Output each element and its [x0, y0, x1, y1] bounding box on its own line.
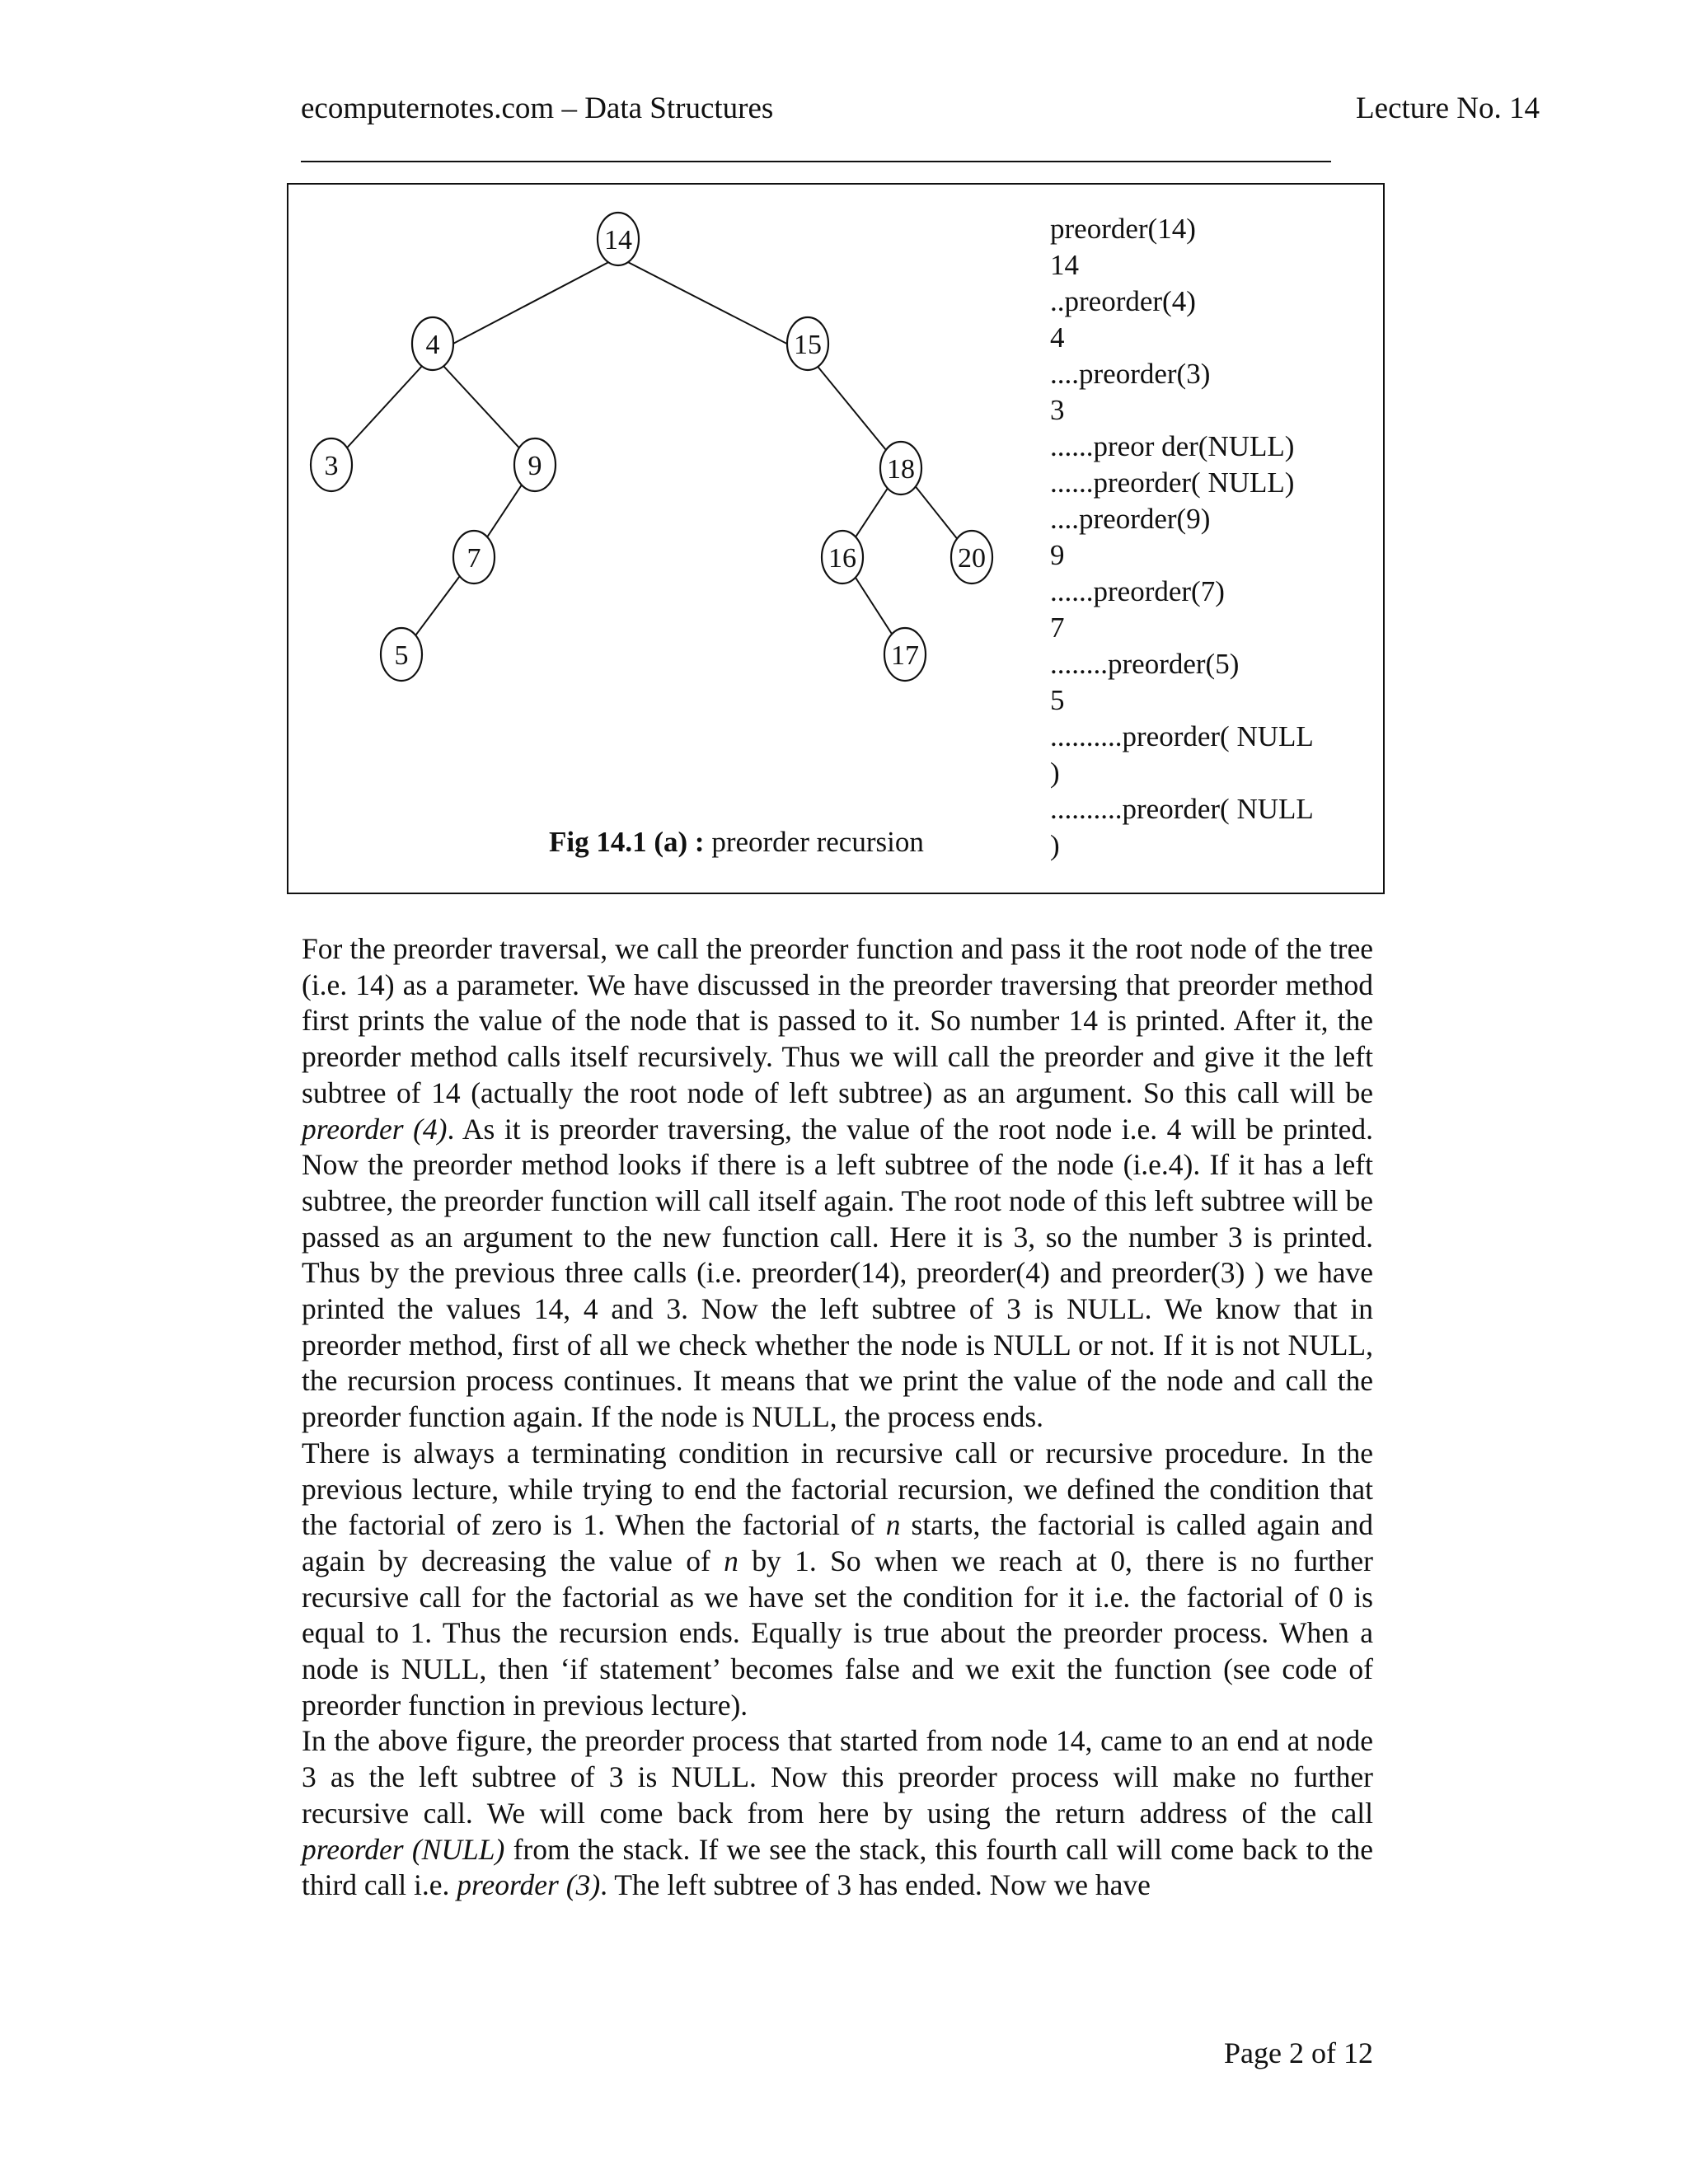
- node-label: 9: [528, 451, 542, 481]
- trace-line: preorder(14): [1050, 213, 1196, 245]
- text-run: starts, the factorial is called again and again by decreasing the value of: [302, 1508, 1373, 1577]
- text-run: There is always a terminating condition in recursive call or recursive procedure. In the previous lecture, while trying to end the factorial recursion, we defined the condition that the factorial of zero is 1. When the factorial of: [302, 1436, 1373, 1542]
- tree-node: [951, 531, 992, 583]
- italic-run: n: [724, 1544, 738, 1577]
- node-label: 14: [604, 225, 632, 255]
- tree-node: [412, 317, 453, 370]
- node-label: 18: [887, 454, 915, 485]
- node-label: 17: [891, 640, 919, 671]
- preorder-call-trace: [1050, 211, 1314, 864]
- node-label: 20: [958, 543, 986, 574]
- node-label: 5: [394, 640, 409, 671]
- trace-line: 3: [1050, 394, 1065, 426]
- text-run: In the above figure, the preorder process that started from node 14, came to an end at node 3 as the left subtree of 3 is NULL. Now this preorder process will make no further recursive call. We will come back from here by using the return address of the call: [302, 1724, 1373, 1830]
- trace-line: ......preor der(NULL): [1050, 430, 1295, 462]
- trace-line: 9: [1050, 539, 1065, 571]
- trace-line: ......preorder( NULL): [1050, 466, 1295, 499]
- tree-node: [822, 531, 863, 583]
- tree-node: [787, 317, 828, 370]
- figure-caption-label: Fig 14.1 (a) :: [549, 826, 705, 858]
- trace-line: ): [1050, 829, 1060, 861]
- trace-line: ..preorder(4): [1050, 285, 1196, 317]
- text-run: . The left subtree of 3 has ended. Now we have: [600, 1868, 1151, 1902]
- tree-node: [381, 628, 422, 681]
- tree-node: [514, 438, 556, 491]
- trace-line: ): [1050, 757, 1060, 789]
- tree-node: [598, 213, 639, 265]
- body-text: [302, 931, 1373, 1904]
- italic-run: n: [885, 1508, 901, 1542]
- header-title: ecomputernotes.com – Data Structures: [301, 91, 774, 125]
- node-label: 3: [324, 451, 339, 481]
- figure-box: [287, 183, 1385, 894]
- header-rule: [301, 161, 1331, 162]
- italic-run: preorder (NULL): [302, 1832, 505, 1866]
- trace-line: ..........preorder( NULL: [1050, 720, 1314, 752]
- trace-line: 14: [1050, 249, 1079, 281]
- trace-line: 7: [1050, 612, 1065, 644]
- text-run: For the preorder traversal, we call the preorder function and pass it the root node of the tree (i.e. 14) as a parameter. We have discussed in the preorder traversing that preorder method first prints the value of the node that is passed to it. So number 14 is printed. After it, the preorder method calls itself recursively. Thus we will call the preorder and give it the left subtree of 14 (actually the root node of left subtree) as an argument. So this call will be: [302, 932, 1373, 1109]
- trace-line: 5: [1050, 684, 1065, 716]
- tree-node: [880, 442, 921, 494]
- tree-node: [453, 531, 495, 583]
- trace-line: ........preorder(5): [1050, 648, 1240, 680]
- node-label: 15: [794, 330, 822, 360]
- edge-14-15: [618, 257, 808, 354]
- figure-caption: [549, 826, 924, 859]
- edge-14-4: [433, 257, 618, 354]
- node-label: 7: [467, 543, 481, 574]
- node-label: 4: [425, 330, 440, 360]
- text-run: . As it is preorder traversing, the value of the root node i.e. 4 will be printed. Now the preorder method looks if there is a left subtree of the node (i.e.4). If it has a left subtree, the preorder function will call itself again. The root node of this left subtree will be passed as an argument to the new function call. Here it is 3, so the number 3 is printed. Thus by the previous three calls (i.e. preorder(14), preorder(4) and preorder(3) ) we have printed the values 14, 4 and 3. Now the left subtree of 3 is NULL. We know that in preorder method, first of all we check whether the node is NULL or not. If it is not NULL, the recursion process continues. It means that we print the value of the node and call the preorder function again. If the node is NULL, the process ends.: [302, 1112, 1373, 1434]
- tree-node: [311, 438, 352, 491]
- trace-line: ....preorder(9): [1050, 503, 1211, 535]
- italic-run: preorder (4): [302, 1112, 448, 1146]
- trace-line: ..........preorder( NULL: [1050, 793, 1314, 825]
- binary-tree-diagram: [288, 185, 1047, 827]
- trace-line: ....preorder(3): [1050, 358, 1211, 390]
- text-run: by 1. So when we reach at 0, there is no further recursive call for the factorial as we have set the condition for it i.e. the factorial of 0 is equal to 1. Thus the recursion ends. Equally is true about the preorder process. When a node is NULL, then ‘if statement’ becomes false and we exit the function (see code of preorder function in previous lecture).: [302, 1544, 1373, 1722]
- header-lecture-number: Lecture No. 14: [1356, 91, 1540, 125]
- italic-run: preorder (3): [457, 1868, 601, 1902]
- node-label: 16: [828, 543, 856, 574]
- trace-line: ......preorder(7): [1050, 575, 1225, 607]
- paragraph: [302, 931, 1373, 1436]
- figure-caption-text: preorder recursion: [704, 826, 924, 858]
- text-run: from the stack. If we see the stack, this fourth call will come back to the third call i.e.: [302, 1832, 1373, 1902]
- tree-node: [884, 628, 926, 681]
- trace-line: 4: [1050, 321, 1065, 354]
- paragraph: [302, 1436, 1373, 1724]
- paragraph: [302, 1723, 1373, 1904]
- page-number: Page 2 of 12: [1224, 2036, 1373, 2069]
